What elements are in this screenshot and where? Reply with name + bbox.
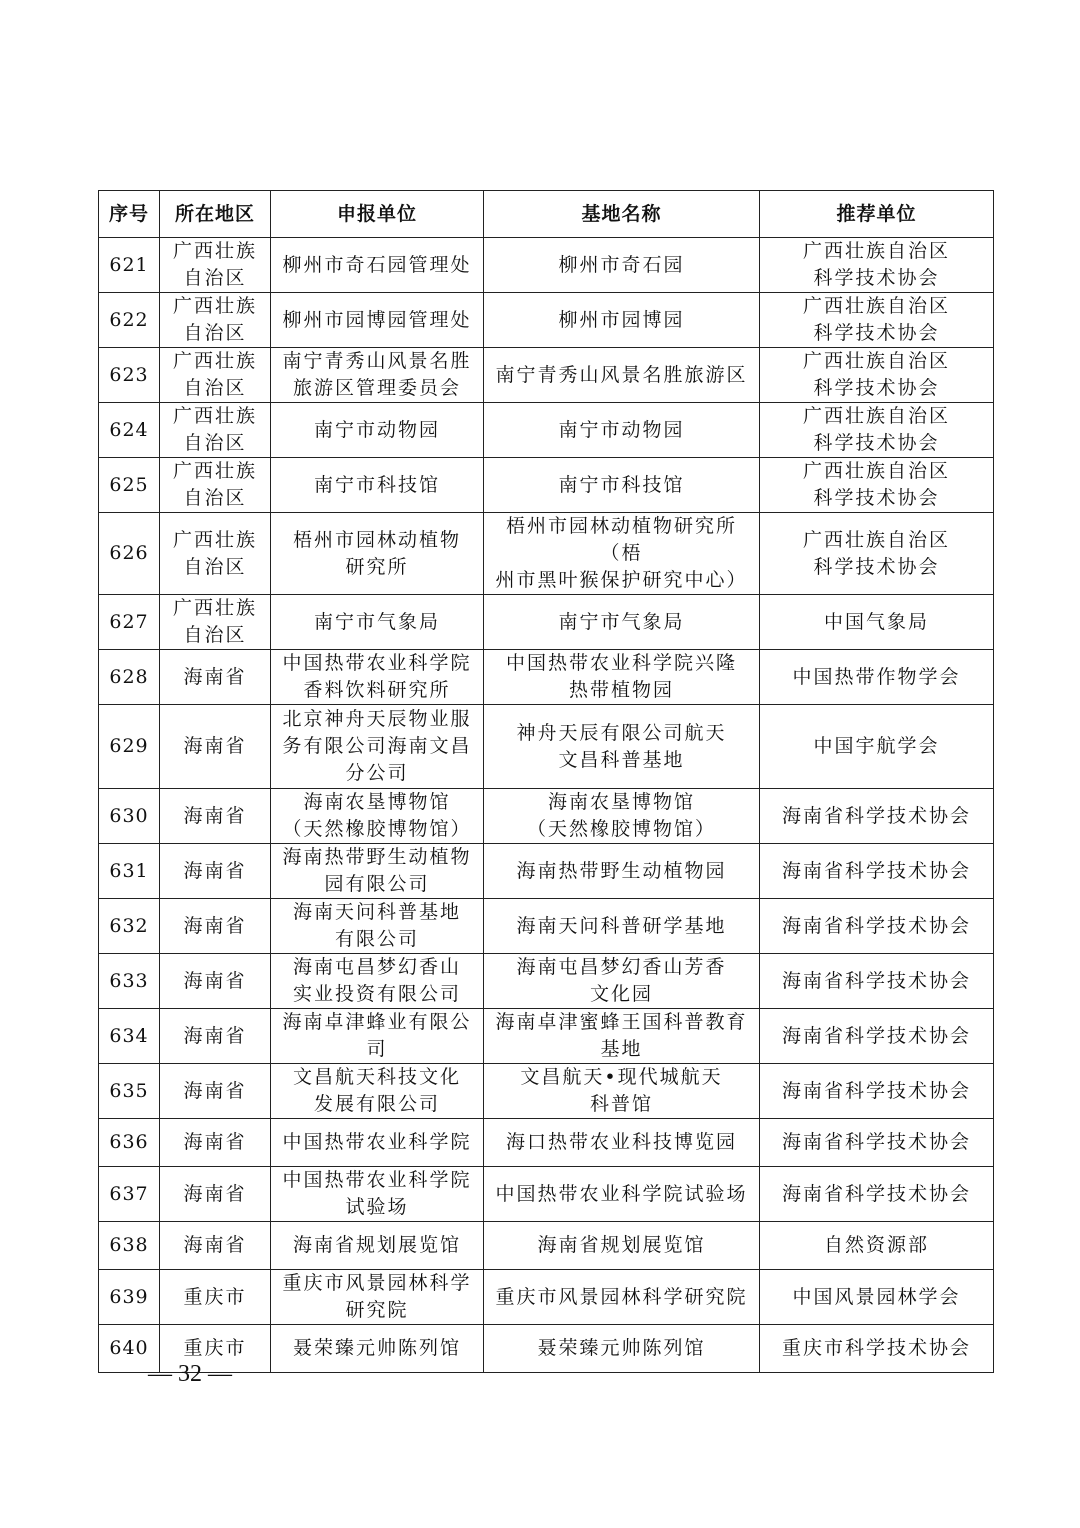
cell-applicant: 重庆市风景园林科学 研究院 — [271, 1270, 484, 1325]
cell-base-name: 海南热带野生动植物园 — [484, 844, 760, 899]
cell-region: 广西壮族 自治区 — [160, 458, 271, 513]
cell-applicant: 中国热带农业科学院 香料饮料研究所 — [271, 650, 484, 705]
cell-index: 626 — [99, 513, 160, 595]
table-row — [99, 705, 994, 789]
cell-applicant: 海南屯昌梦幻香山 实业投资有限公司 — [271, 954, 484, 1009]
cell-base-name: 神舟天辰有限公司航天 文昌科普基地 — [484, 705, 760, 789]
header-applicant: 申报单位 — [271, 191, 484, 238]
cell-index: 624 — [99, 403, 160, 458]
cell-applicant: 文昌航天科技文化 发展有限公司 — [271, 1064, 484, 1119]
cell-applicant: 聂荣臻元帅陈列馆 — [271, 1325, 484, 1373]
cell-recommender: 重庆市科学技术协会 — [760, 1325, 994, 1373]
cell-index: 622 — [99, 293, 160, 348]
cell-index: 637 — [99, 1167, 160, 1222]
cell-applicant: 南宁市气象局 — [271, 595, 484, 650]
cell-applicant: 南宁青秀山风景名胜 旅游区管理委员会 — [271, 348, 484, 403]
cell-recommender: 自然资源部 — [760, 1222, 994, 1270]
cell-index: 634 — [99, 1009, 160, 1064]
cell-region: 广西壮族 自治区 — [160, 238, 271, 293]
cell-recommender: 中国热带作物学会 — [760, 650, 994, 705]
table-row — [99, 789, 994, 844]
cell-recommender: 广西壮族自治区 科学技术协会 — [760, 348, 994, 403]
cell-index: 636 — [99, 1119, 160, 1167]
cell-region: 重庆市 — [160, 1270, 271, 1325]
cell-base-name: 海南农垦博物馆 （天然橡胶博物馆） — [484, 789, 760, 844]
cell-region: 海南省 — [160, 650, 271, 705]
cell-region: 海南省 — [160, 1222, 271, 1270]
cell-applicant: 北京神舟天辰物业服 务有限公司海南文昌 分公司 — [271, 705, 484, 789]
cell-base-name: 南宁市科技馆 — [484, 458, 760, 513]
header-region: 所在地区 — [160, 191, 271, 238]
cell-index: 623 — [99, 348, 160, 403]
cell-index: 631 — [99, 844, 160, 899]
cell-recommender: 海南省科学技术协会 — [760, 1167, 994, 1222]
table-row — [99, 595, 994, 650]
cell-index: 635 — [99, 1064, 160, 1119]
table-row — [99, 1119, 994, 1167]
cell-recommender: 中国风景园林学会 — [760, 1270, 994, 1325]
cell-recommender: 中国气象局 — [760, 595, 994, 650]
cell-region: 重庆市 — [160, 1325, 271, 1373]
cell-region: 海南省 — [160, 844, 271, 899]
cell-applicant: 柳州市园博园管理处 — [271, 293, 484, 348]
cell-applicant: 中国热带农业科学院 试验场 — [271, 1167, 484, 1222]
cell-applicant: 海南农垦博物馆 （天然橡胶博物馆） — [271, 789, 484, 844]
data-table — [98, 190, 994, 1373]
cell-base-name: 中国热带农业科学院试验场 — [484, 1167, 760, 1222]
cell-recommender: 中国宇航学会 — [760, 705, 994, 789]
cell-region: 海南省 — [160, 954, 271, 1009]
cell-base-name: 南宁青秀山风景名胜旅游区 — [484, 348, 760, 403]
table-row — [99, 403, 994, 458]
cell-applicant: 海南卓津蜂业有限公 司 — [271, 1009, 484, 1064]
cell-recommender: 海南省科学技术协会 — [760, 789, 994, 844]
cell-base-name: 柳州市园博园 — [484, 293, 760, 348]
cell-recommender: 广西壮族自治区 科学技术协会 — [760, 293, 994, 348]
cell-base-name: 海南卓津蜜蜂王国科普教育 基地 — [484, 1009, 760, 1064]
cell-recommender: 广西壮族自治区 科学技术协会 — [760, 238, 994, 293]
cell-index: 630 — [99, 789, 160, 844]
cell-region: 广西壮族 自治区 — [160, 513, 271, 595]
cell-index: 628 — [99, 650, 160, 705]
cell-recommender: 广西壮族自治区 科学技术协会 — [760, 513, 994, 595]
cell-base-name: 海南省规划展览馆 — [484, 1222, 760, 1270]
cell-index: 639 — [99, 1270, 160, 1325]
cell-applicant: 梧州市园林动植物 研究所 — [271, 513, 484, 595]
cell-base-name: 梧州市园林动植物研究所（梧 州市黑叶猴保护研究中心） — [484, 513, 760, 595]
cell-base-name: 中国热带农业科学院兴隆 热带植物园 — [484, 650, 760, 705]
table-row — [99, 899, 994, 954]
table-row — [99, 650, 994, 705]
cell-region: 海南省 — [160, 1064, 271, 1119]
cell-base-name: 海南屯昌梦幻香山芳香 文化园 — [484, 954, 760, 1009]
cell-applicant: 南宁市动物园 — [271, 403, 484, 458]
table-body — [99, 238, 994, 1373]
header-base-name: 基地名称 — [484, 191, 760, 238]
table-row — [99, 238, 994, 293]
cell-region: 海南省 — [160, 1167, 271, 1222]
cell-applicant: 中国热带农业科学院 — [271, 1119, 484, 1167]
cell-index: 629 — [99, 705, 160, 789]
cell-base-name: 柳州市奇石园 — [484, 238, 760, 293]
cell-region: 广西壮族 自治区 — [160, 348, 271, 403]
table-row — [99, 293, 994, 348]
table-row — [99, 1009, 994, 1064]
cell-index: 621 — [99, 238, 160, 293]
cell-base-name: 海南天问科普研学基地 — [484, 899, 760, 954]
table-row — [99, 1270, 994, 1325]
cell-recommender: 海南省科学技术协会 — [760, 1064, 994, 1119]
cell-index: 625 — [99, 458, 160, 513]
table-row — [99, 1167, 994, 1222]
page-number: — 32 — — [148, 1361, 232, 1387]
cell-recommender: 广西壮族自治区 科学技术协会 — [760, 458, 994, 513]
cell-base-name: 重庆市风景园林科学研究院 — [484, 1270, 760, 1325]
cell-index: 633 — [99, 954, 160, 1009]
cell-region: 广西壮族 自治区 — [160, 403, 271, 458]
cell-applicant: 海南热带野生动植物 园有限公司 — [271, 844, 484, 899]
cell-base-name: 聂荣臻元帅陈列馆 — [484, 1325, 760, 1373]
cell-applicant: 海南省规划展览馆 — [271, 1222, 484, 1270]
cell-recommender: 海南省科学技术协会 — [760, 844, 994, 899]
cell-recommender: 海南省科学技术协会 — [760, 1009, 994, 1064]
table-row — [99, 1222, 994, 1270]
header-index: 序号 — [99, 191, 160, 238]
table-row — [99, 348, 994, 403]
cell-applicant: 海南天问科普基地 有限公司 — [271, 899, 484, 954]
cell-recommender: 海南省科学技术协会 — [760, 1119, 994, 1167]
table-header-row — [99, 191, 994, 238]
cell-recommender: 海南省科学技术协会 — [760, 954, 994, 1009]
cell-index: 638 — [99, 1222, 160, 1270]
cell-region: 海南省 — [160, 789, 271, 844]
cell-index: 632 — [99, 899, 160, 954]
cell-index: 627 — [99, 595, 160, 650]
table-row — [99, 458, 994, 513]
cell-base-name: 海口热带农业科技博览园 — [484, 1119, 760, 1167]
cell-recommender: 海南省科学技术协会 — [760, 899, 994, 954]
cell-recommender: 广西壮族自治区 科学技术协会 — [760, 403, 994, 458]
cell-region: 广西壮族 自治区 — [160, 293, 271, 348]
table-row — [99, 844, 994, 899]
cell-index: 640 — [99, 1325, 160, 1373]
cell-region: 海南省 — [160, 899, 271, 954]
cell-base-name: 南宁市气象局 — [484, 595, 760, 650]
header-recommender: 推荐单位 — [760, 191, 994, 238]
cell-region: 海南省 — [160, 1009, 271, 1064]
cell-region: 海南省 — [160, 705, 271, 789]
cell-region: 广西壮族 自治区 — [160, 595, 271, 650]
table-row — [99, 954, 994, 1009]
cell-region: 海南省 — [160, 1119, 271, 1167]
cell-applicant: 南宁市科技馆 — [271, 458, 484, 513]
cell-applicant: 柳州市奇石园管理处 — [271, 238, 484, 293]
cell-base-name: 文昌航天•现代城航天 科普馆 — [484, 1064, 760, 1119]
cell-base-name: 南宁市动物园 — [484, 403, 760, 458]
table-row — [99, 1064, 994, 1119]
table-row — [99, 513, 994, 595]
